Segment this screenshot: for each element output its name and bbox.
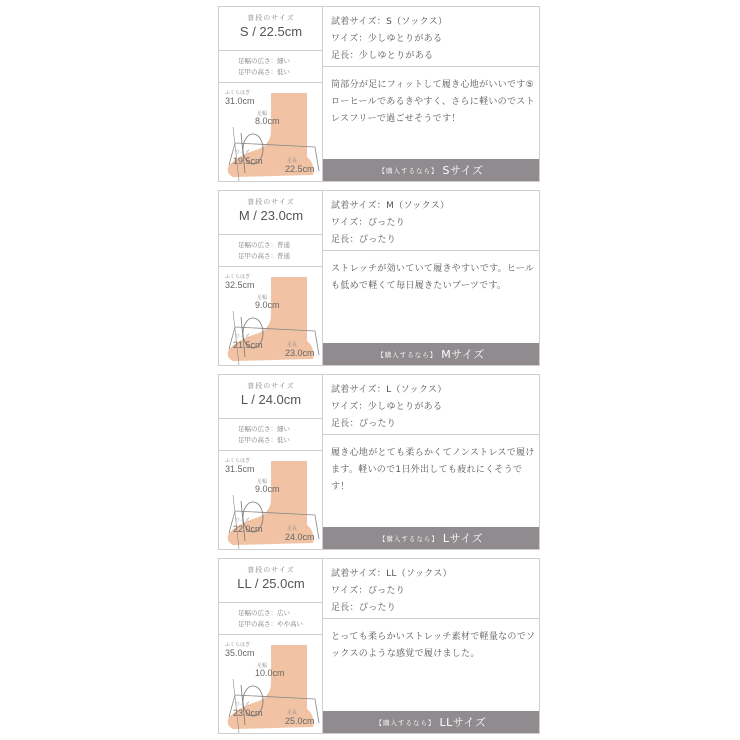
buy-prefix-label: 【購入するなら】 [375,718,436,727]
width-caption: ワイズ [235,702,250,708]
instep-value: 9.0cm [255,484,280,494]
review-panel [323,559,539,733]
calf-value: 35.0cm [225,648,255,658]
width-fit-text: ワイズ：ぴったり [331,218,406,228]
calf-value: 32.5cm [225,280,255,290]
review-panel [323,7,539,181]
instep-caption: 足幅 [257,295,268,301]
instep-height-text: 足甲の高さ：低い [238,436,290,444]
review-comment: 筒部分が足にフィットして履き心地がいいです⑤ローヒールであるきやすく、さらに軽いのでストレスフリーで過ごせそうです！ [331,80,535,124]
size-review-card [218,374,540,550]
instep-value: 10.0cm [255,668,285,678]
length-caption: 足長 [287,526,298,532]
length-fit-text: 足長：ぴったり [331,419,397,429]
foot-diagram [219,83,323,183]
foot-diagram [219,451,323,551]
instep-height-text: 足甲の高さ：普通 [238,252,290,260]
instep-caption: 足幅 [257,479,268,485]
width-value: 23.0cm [233,708,263,718]
length-fit-text: 足長：ぴったり [331,603,397,613]
usual-size-value: LL / 25.0cm [237,576,305,591]
review-panel [323,375,539,549]
recommended-size-button[interactable] [323,343,539,365]
length-caption: 足長 [287,710,298,716]
foot-features-box [219,419,323,451]
length-value: 25.0cm [285,716,315,726]
review-comment: 履き心地がとても柔らかくてノンストレスで履けます。軽いので1日外出しても疲れにくそうです！ [331,448,535,492]
instep-height-text: 足甲の高さ：やや高い [238,620,303,628]
recommended-size-label: Lサイズ [442,532,484,545]
recommended-size-label: Mサイズ [441,348,485,361]
length-value: 24.0cm [285,532,315,542]
width-value: 19.5cm [233,156,263,166]
usual-size-box [219,375,323,419]
usual-size-caption: 普段のサイズ [247,198,295,206]
review-comment: とっても柔らかいストレッチ素材で軽量なのでソックスのような感覚で履けました。 [331,632,536,659]
usual-size-caption: 普段のサイズ [247,14,295,22]
model-info-panel [219,559,323,733]
recommended-size-label: LLサイズ [439,716,487,729]
model-info-panel [219,191,323,365]
usual-size-box [219,191,323,235]
review-panel [323,191,539,365]
usual-size-value: M / 23.0cm [238,208,304,223]
recommended-size-button[interactable] [323,527,539,549]
length-fit-text: 足長：少しゆとりがある [331,51,434,61]
model-info-panel [219,7,323,181]
fit-info-box [323,191,539,251]
foot-diagram [219,267,323,367]
buy-prefix-label: 【購入するなら】 [378,534,439,543]
recommended-size-label: Sサイズ [442,164,484,177]
recommended-size-button[interactable] [323,159,539,181]
usual-size-caption: 普段のサイズ [247,382,295,390]
calf-caption: ふくらはぎ [225,642,251,648]
buy-prefix-label: 【購入するなら】 [378,166,439,175]
width-value: 21.5cm [233,340,263,350]
length-fit-text: 足長：ぴったり [331,235,397,245]
length-value: 23.0cm [285,348,315,358]
size-review-card [218,558,540,734]
fit-info-box [323,559,539,619]
calf-value: 31.0cm [225,96,255,106]
width-value: 22.0cm [233,524,263,534]
fit-info-box [323,375,539,435]
review-comment: ストレッチが効いていて履きやすいです。ヒールも低めで軽くて毎日履きたいブーツです。 [331,264,535,291]
usual-size-value: L / 24.0cm [240,392,302,407]
buy-prefix-label: 【購入するなら】 [377,350,438,359]
foot-features-box [219,235,323,267]
length-value: 22.5cm [285,164,315,174]
instep-caption: 足幅 [257,663,268,669]
usual-size-caption: 普段のサイズ [247,566,295,574]
instep-caption: 足幅 [257,111,268,117]
width-fit-text: ワイズ：少しゆとりがある [331,402,443,412]
foot-width-text: 足幅の広さ：細い [238,425,290,433]
width-caption: ワイズ [235,518,250,524]
foot-width-text: 足幅の広さ：広い [238,609,290,617]
usual-size-value: S / 22.5cm [239,24,303,39]
width-fit-text: ワイズ：少しゆとりがある [331,34,443,44]
foot-width-text: 足幅の広さ：細い [238,57,290,65]
size-review-card [218,6,540,182]
length-caption: 足長 [287,342,298,348]
instep-value: 9.0cm [255,300,280,310]
foot-diagram [219,635,323,735]
model-info-panel [219,375,323,549]
calf-caption: ふくらはぎ [225,458,251,464]
usual-size-box [219,559,323,603]
usual-size-box [219,7,323,51]
recommended-size-button[interactable] [323,711,539,733]
fit-info-box [323,7,539,67]
tried-size-text: 試着サイズ：LL（ソックス） [331,569,452,579]
size-review-card [218,190,540,366]
calf-caption: ふくらはぎ [225,274,251,280]
foot-width-text: 足幅の広さ：普通 [238,241,290,249]
calf-caption: ふくらはぎ [225,90,251,96]
instep-height-text: 足甲の高さ：低い [238,68,290,76]
width-caption: ワイズ [235,334,250,340]
foot-features-box [219,51,323,83]
tried-size-text: 試着サイズ：M（ソックス） [331,201,450,211]
width-fit-text: ワイズ：ぴったり [331,586,406,596]
tried-size-text: 試着サイズ：L（ソックス） [331,385,447,395]
calf-value: 31.5cm [225,464,255,474]
instep-value: 8.0cm [255,116,280,126]
tried-size-text: 試着サイズ：S（ソックス） [331,17,448,27]
width-caption: ワイズ [235,150,250,156]
length-caption: 足長 [287,158,298,164]
foot-features-box [219,603,323,635]
